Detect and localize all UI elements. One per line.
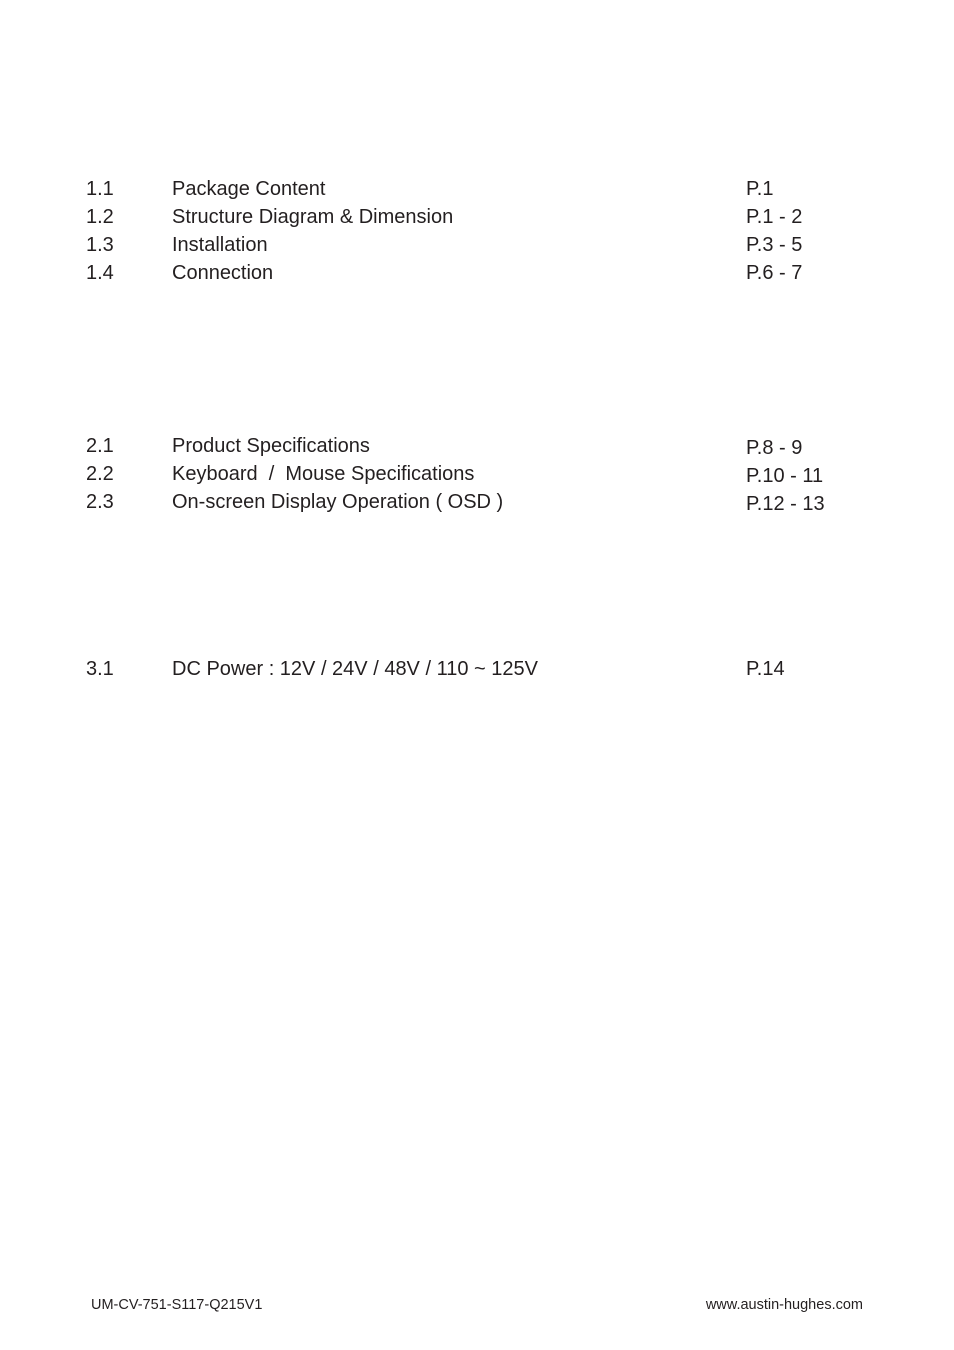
toc-title: Keyboard / Mouse Specifications: [172, 463, 475, 485]
toc-number: 2.2: [86, 463, 114, 485]
footer-doc-code: UM-CV-751-S117-Q215V1: [91, 1297, 263, 1313]
toc-number: 1.3: [86, 234, 114, 256]
toc-row: [0, 232, 954, 258]
toc-row: [0, 461, 954, 487]
toc-page: P.8 - 9: [746, 437, 803, 459]
toc-number: 2.1: [86, 435, 114, 457]
toc-page: P.6 - 7: [746, 262, 803, 284]
toc-page: P.1: [746, 178, 774, 200]
toc-title: Installation: [172, 234, 268, 256]
toc-page: P.12 - 13: [746, 493, 825, 515]
toc-title: Connection: [172, 262, 274, 284]
toc-row: [0, 656, 954, 682]
toc-number: 1.1: [86, 178, 114, 200]
footer-website: www.austin-hughes.com: [705, 1297, 863, 1313]
toc-title: Product Specifications: [172, 435, 370, 457]
toc-title: DC Power : 12V / 24V / 48V / 110 ~ 125V: [172, 658, 538, 680]
toc-page: P.14: [746, 658, 785, 680]
toc-row: [0, 204, 954, 230]
toc-row: [0, 433, 954, 459]
toc-title: Structure Diagram & Dimension: [172, 206, 454, 228]
toc-title: Package Content: [172, 178, 326, 200]
toc-row: [0, 489, 954, 515]
toc-number: 2.3: [86, 491, 114, 513]
toc-page: P.10 - 11: [746, 465, 824, 487]
toc-title: On-screen Display Operation ( OSD ): [172, 491, 504, 513]
toc-number: 3.1: [86, 658, 114, 680]
toc-page: P.1 - 2: [746, 206, 803, 228]
toc-number: 1.2: [86, 206, 114, 228]
toc-page: P.3 - 5: [746, 234, 803, 256]
toc-row: [0, 176, 954, 202]
toc-row: [0, 260, 954, 286]
toc-number: 1.4: [86, 262, 114, 284]
